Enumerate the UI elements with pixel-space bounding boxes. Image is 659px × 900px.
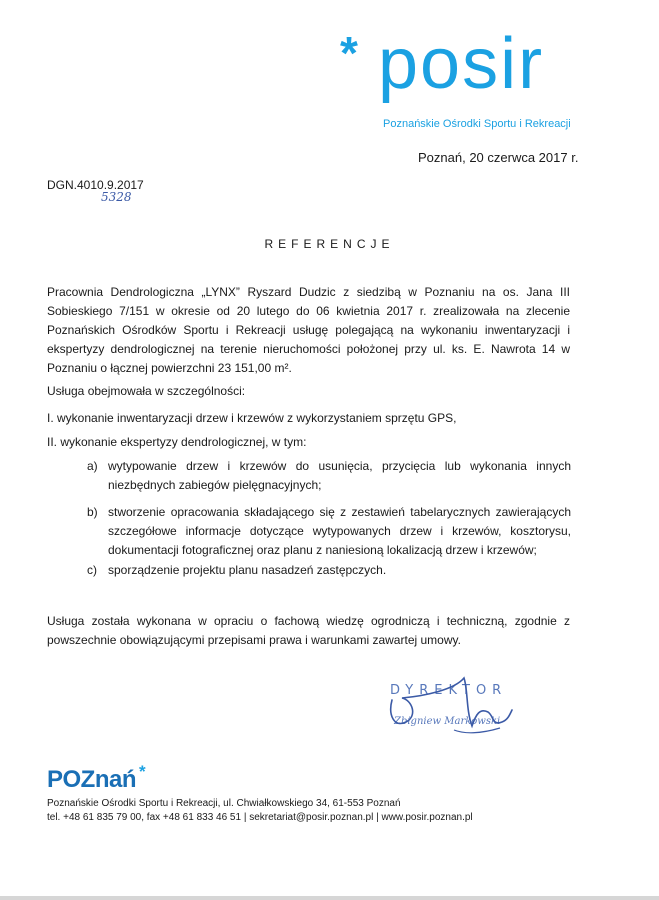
sub-list-marker: b) [87,505,98,519]
sub-list-marker: c) [87,563,97,577]
scan-edge-divider [0,896,659,900]
sub-list-text: stworzenie opracowania składającego się z zestawień tabelarycznych zawierających szczegółowe informacje dotyczące wytypowanych drzew i krzewów, kosztorysu, dokumentacji fotograficznej oraz planu z naniesioną lokalizacją drzew i krzewów; [108,505,571,557]
handwritten-signature [384,670,514,740]
sub-list-text: wytypowanie drzew i krzewów do usunięcia, przycięcia lub wykonania innych niezbędnych zabiegów pielęgnacyjnych; [108,459,571,492]
poznan-logo-star-icon: * [139,762,146,781]
reference-number: DGN.4010.9.2017 [47,178,144,192]
sub-list-item [87,457,571,495]
scope-intro: Usługa obejmowała w szczególności: [47,384,246,398]
footer-contact: tel. +48 61 835 79 00, fax +48 61 833 46 51 | sekretariat@posir.poznan.pl | www.posir.poznan.pl [47,812,473,823]
poznan-logo: POZnań [47,766,137,793]
posir-logo: posir [378,24,545,104]
sub-list-item [87,561,571,580]
document-title: REFERENCJE [264,237,395,251]
letter-date: Poznań, 20 czerwca 2017 r. [418,150,579,165]
director-stamp-name: Zbigniew Markowski [394,716,501,727]
sub-list-text: sporządzenie projektu planu nasadzeń zastępczych. [108,563,387,577]
posir-logo-star-icon: * [340,27,358,79]
sub-list-marker: a) [87,459,98,473]
sub-list-item [87,503,571,560]
footer-address: Poznańskie Ośrodki Sportu i Rekreacji, ul. Chwiałkowskiego 34, 61-553 Poznań [47,798,401,809]
intro-paragraph: Pracownia Dendrologiczna „LYNX” Ryszard Dudzic z siedzibą w Poznaniu na os. Jana III Sobieskiego 7/151 w okresie od 20 lutego do 06 kwietnia 2017 r. zrealizowała na zlecenie Poznańskich Ośrodków Sportu i Rekreacji usługę polegającą na wykonaniu inwentaryzacji i ekspertyzy dendrologicznej na terenie nieruchomości położonej przy ul. ks. E. Nawrota 14 w Poznaniu o łącznej powierzchni 23 151,00 m². [47,285,570,375]
director-stamp: DYREKTOR [390,683,508,698]
posir-logo-subtitle: Poznańskie Ośrodki Sportu i Rekreacji [383,118,571,130]
list-item: I. wykonanie inwentaryzacji drzew i krzewów z wykorzystaniem sprzętu GPS, [47,411,457,425]
closing-paragraph: Usługa została wykonana w opraciu o fachową wiedzę ogrodniczą i techniczną, zgodnie z powszechnie obowiązującymi przepisami prawa i warunkami zawartej umowy. [47,614,570,647]
list-item: II. wykonanie ekspertyzy dendrologicznej, w tym: [47,435,307,449]
handwritten-number: 5328 [101,190,132,204]
